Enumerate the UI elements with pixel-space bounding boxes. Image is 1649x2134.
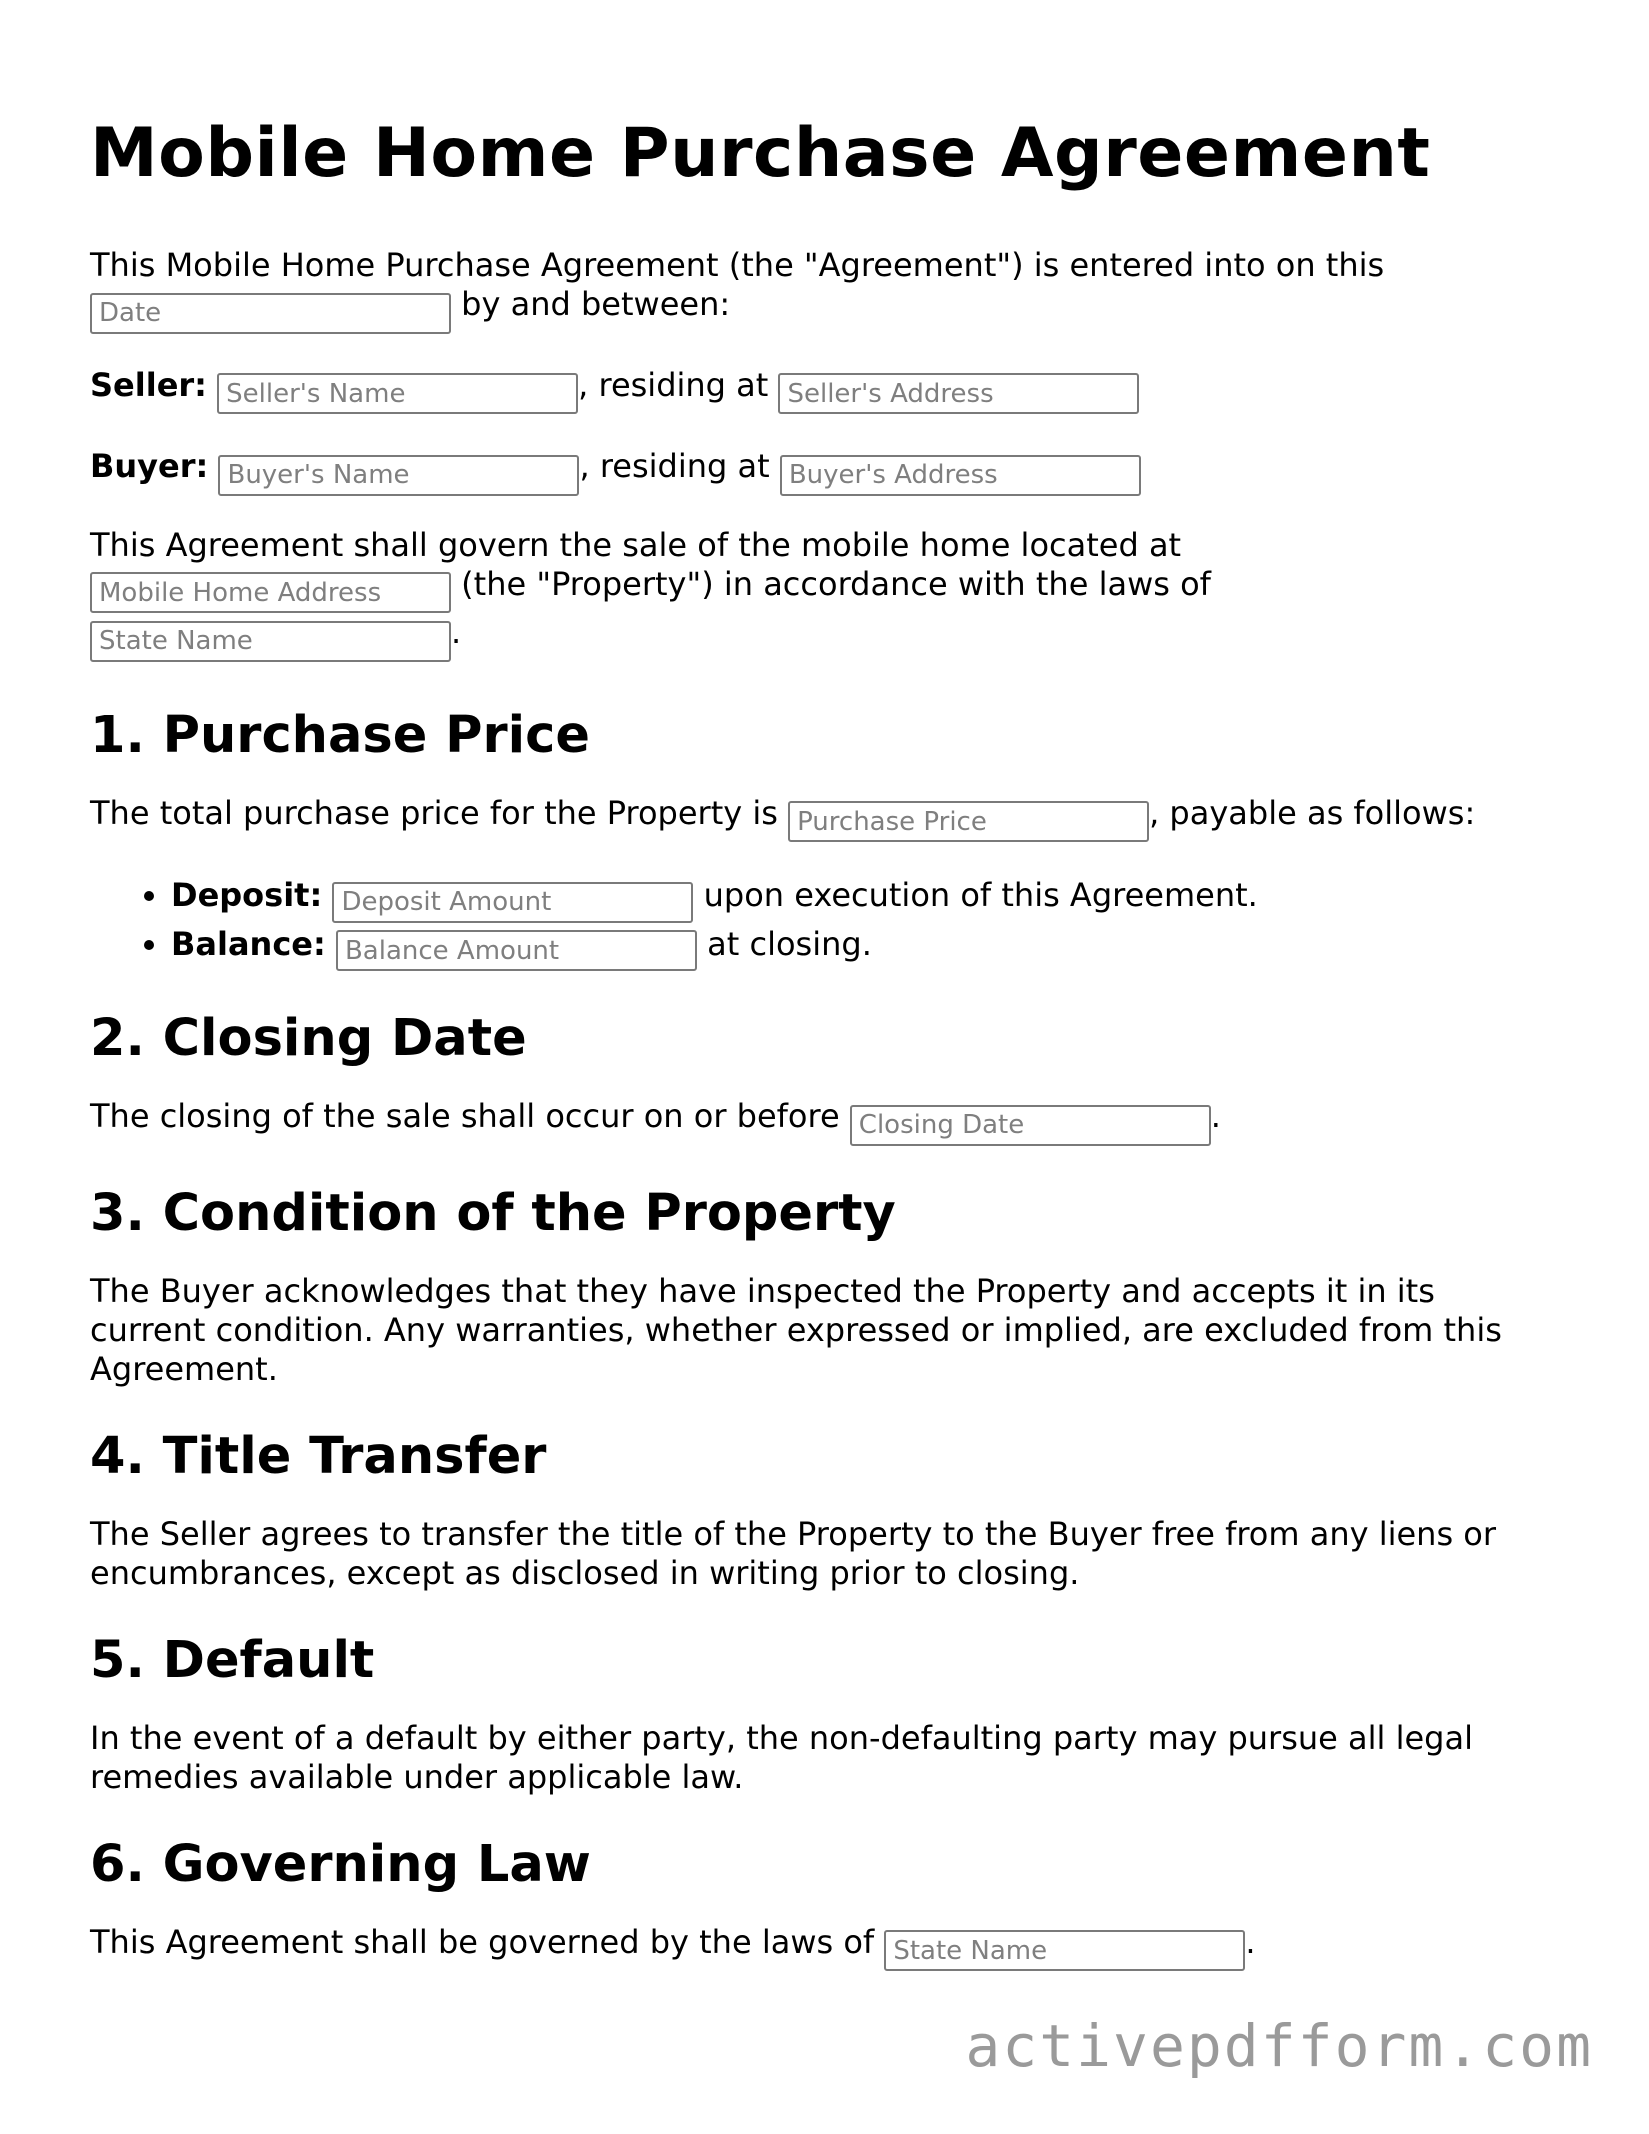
deposit-label: Deposit: xyxy=(171,876,323,914)
balance-amount-input[interactable] xyxy=(336,930,697,971)
state-name-input[interactable] xyxy=(90,621,451,662)
governs-paragraph xyxy=(90,526,1550,662)
section-heading-closing-date: 2. Closing Date xyxy=(90,1009,527,1068)
seller-address-input[interactable] xyxy=(778,373,1139,414)
section-heading-condition: 3. Condition of the Property xyxy=(90,1183,896,1243)
closing-date-input[interactable] xyxy=(850,1105,1211,1146)
intro-text-after: by and between: xyxy=(461,285,731,323)
deposit-text: upon execution of this Agreement. xyxy=(703,876,1258,914)
section-heading-purchase-price: 1. Purchase Price xyxy=(90,705,590,765)
list-item xyxy=(171,923,1550,972)
intro-paragraph xyxy=(90,246,1550,334)
default-paragraph: In the event of a default by either party, the non-defaulting party may pursue all legal remedies available under applicable law. xyxy=(90,1718,1473,1796)
governing-state-input[interactable] xyxy=(884,1930,1245,1971)
purchase-price-text: The total purchase price for the Property is xyxy=(90,793,778,832)
governing-law-paragraph xyxy=(90,1923,1550,1972)
balance-text: at closing. xyxy=(707,924,872,963)
purchase-price-input[interactable] xyxy=(788,801,1149,842)
closing-date-paragraph xyxy=(90,1097,1550,1146)
agreement-page xyxy=(90,0,1550,1971)
page-title: Mobile Home Purchase Agreement xyxy=(90,114,1431,193)
payment-list xyxy=(90,874,1550,971)
title-transfer-paragraph: The Seller agrees to transfer the title of the Property to the Buyer free from any liens or encumbrances, except as disclosed in writing prior to closing. xyxy=(90,1514,1497,1592)
seller-name-input[interactable] xyxy=(217,373,578,414)
governs-text-middle: (the "Property") in accordance with the laws of xyxy=(461,564,1211,603)
watermark: activepdfform.com xyxy=(965,2012,1593,2080)
balance-label: Balance: xyxy=(171,924,326,963)
governs-text: This Agreement shall govern the sale of the mobile home located at xyxy=(90,525,1182,564)
section-heading-default: 5. Default xyxy=(90,1630,375,1690)
seller-residing-text: , residing at xyxy=(578,365,769,404)
list-item xyxy=(171,874,1550,923)
governing-law-period: . xyxy=(1245,1922,1256,1961)
section-heading-title-transfer: 4. Title Transfer xyxy=(90,1426,547,1486)
deposit-amount-input[interactable] xyxy=(332,882,693,923)
closing-date-text: The closing of the sale shall occur on or before xyxy=(90,1097,840,1135)
closing-date-period: . xyxy=(1210,1097,1221,1135)
buyer-line xyxy=(90,447,1550,496)
buyer-label: Buyer: xyxy=(90,447,209,485)
intro-text: This Mobile Home Purchase Agreement (the "Agreement") is entered into on this xyxy=(90,246,1385,284)
condition-paragraph: The Buyer acknowledges that they have inspected the Property and accepts it in its current condition. Any warranties, whether expressed or implied, are excluded from this Agreement. xyxy=(90,1271,1502,1388)
seller-label: Seller: xyxy=(90,365,207,404)
governing-law-text: This Agreement shall be governed by the laws of xyxy=(90,1922,875,1961)
buyer-name-input[interactable] xyxy=(218,455,579,496)
buyer-address-input[interactable] xyxy=(780,455,1141,496)
governs-period: . xyxy=(451,613,462,651)
agreement-date-input[interactable] xyxy=(90,293,451,334)
buyer-residing-text: , residing at xyxy=(579,447,770,485)
section-heading-governing-law: 6. Governing Law xyxy=(90,1834,591,1894)
mobile-home-address-input[interactable] xyxy=(90,572,451,613)
purchase-price-text-after: , payable as follows: xyxy=(1149,793,1476,832)
purchase-price-paragraph xyxy=(90,794,1550,843)
seller-line xyxy=(90,366,1550,415)
